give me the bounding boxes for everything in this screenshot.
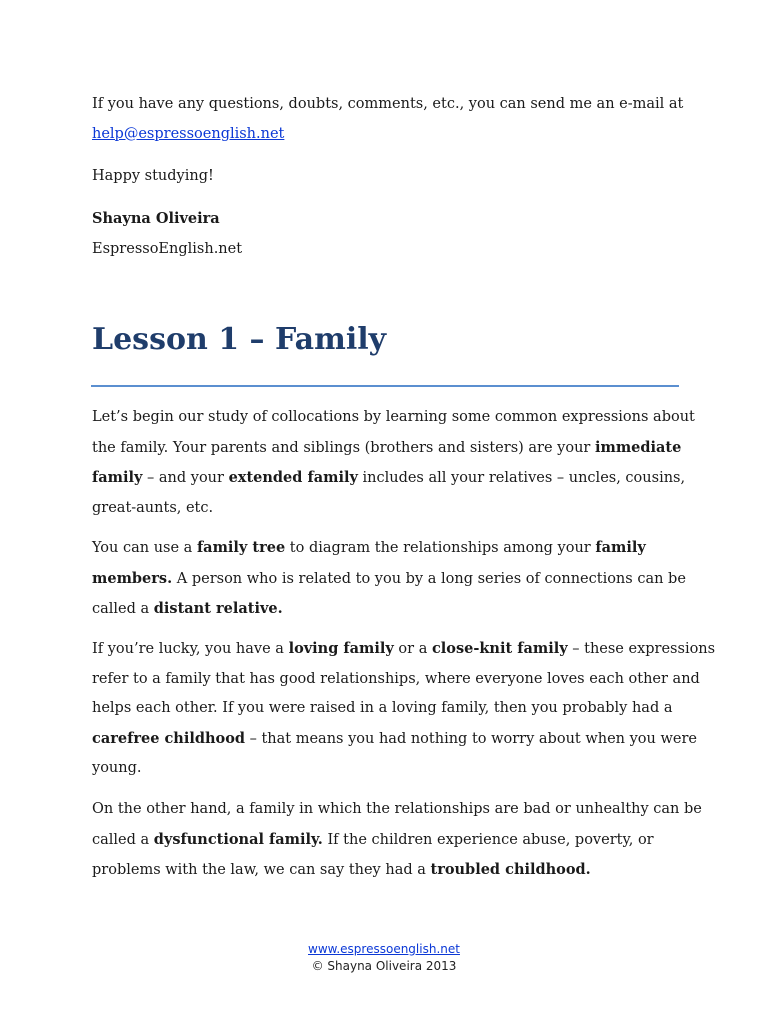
intro-text: If you have any questions, doubts, comments, etc., you can send me an e-mail at xyxy=(92,96,684,112)
intro-contact xyxy=(92,90,682,149)
p1-line-2: the family. Your parents and siblings (brothers and sisters) are your immediate xyxy=(92,438,682,456)
email-link[interactable]: help@espressoenglish.net xyxy=(92,125,285,142)
closing-block xyxy=(92,162,682,192)
paragraph-2 xyxy=(92,533,686,625)
p3-line-1: If you’re lucky, you have a loving family or a close-knit family – these expressions xyxy=(92,640,716,657)
signature-block xyxy=(92,204,682,264)
lesson-title: Lesson 1 – Family xyxy=(92,322,387,357)
title-divider xyxy=(91,385,679,387)
closing-text: Happy studying! xyxy=(92,168,214,184)
p4-line-1: On the other hand, a family in which the relationships are bad or unhealthy can be xyxy=(92,801,702,817)
p3-line-4: carefree childhood – that means you had nothing to worry about when you were xyxy=(92,729,697,747)
p4-line-3: problems with the law, we can say they had a troubled childhood. xyxy=(92,861,591,878)
footer-copyright: © Shayna Oliveira 2013 xyxy=(311,959,457,973)
p2-line-3: called a distant relative. xyxy=(92,600,283,617)
p3-line-3: helps each other. If you were raised in a loving family, then you probably had a xyxy=(92,700,673,716)
p2-line-1: You can use a family tree to diagram the relationships among your family xyxy=(92,539,646,556)
p1-line-3: family – and your extended family includes all your relatives – uncles, cousins, xyxy=(92,469,686,486)
page-footer xyxy=(0,941,768,975)
p4-line-2: called a dysfunctional family. If the children experience abuse, poverty, or xyxy=(92,830,654,848)
paragraph-3 xyxy=(92,634,716,784)
p3-line-2: refer to a family that has good relationships, where everyone loves each other and xyxy=(92,670,700,687)
paragraph-1 xyxy=(92,403,695,523)
p1-line-1: Let’s begin our study of collocations by learning some common expressions about xyxy=(92,409,695,425)
author-name: Shayna Oliveira xyxy=(92,210,220,227)
p3-line-5: young. xyxy=(92,760,142,776)
paragraph-4 xyxy=(92,795,702,886)
footer-url-link[interactable]: www.espressoenglish.net xyxy=(308,942,460,956)
p2-line-2: members. A person who is related to you by a long series of connections can be xyxy=(92,569,686,587)
site-name: EspressoEnglish.net xyxy=(92,240,243,257)
p1-line-4: great-aunts, etc. xyxy=(92,499,214,516)
